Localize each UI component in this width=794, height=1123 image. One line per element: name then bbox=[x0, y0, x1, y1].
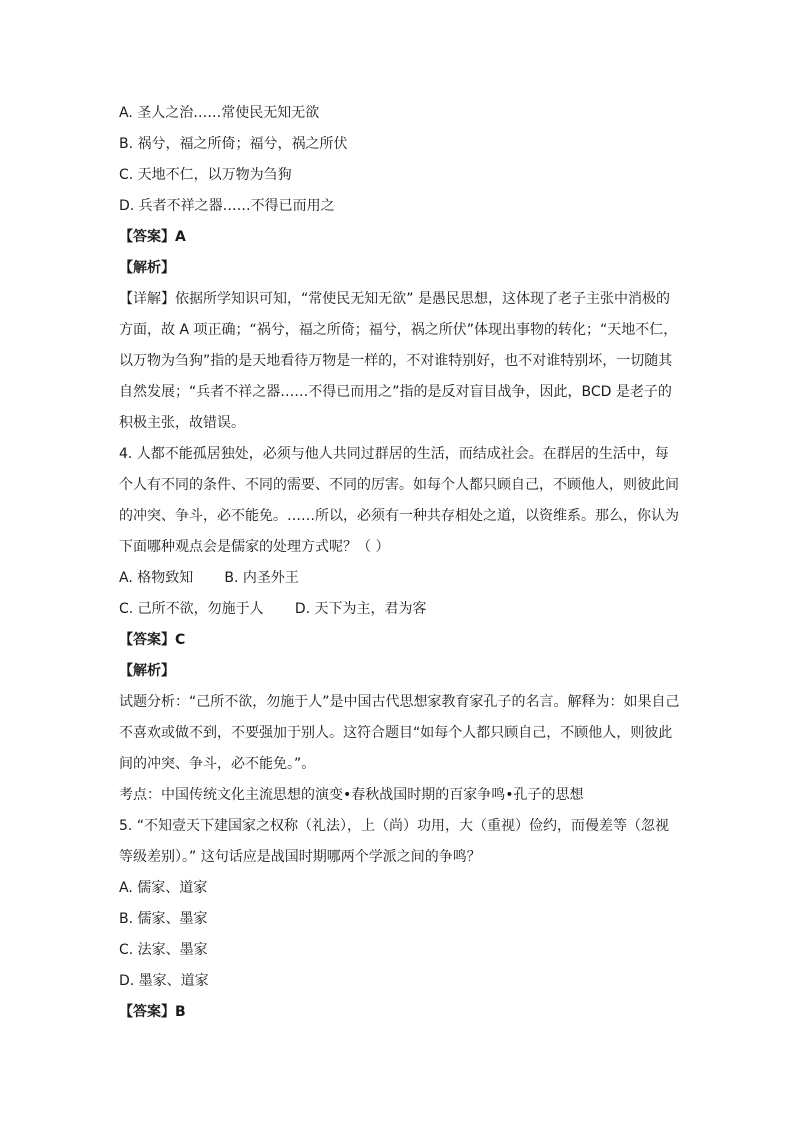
q5-option-a: A. 儒家、道家 bbox=[119, 880, 208, 896]
q3-option-d: D. 兵者不祥之器……不得已而用之 bbox=[119, 198, 335, 214]
q3-analysis-line: 自然发展；“兵者不祥之器……不得已而用之”指的是反对盲目战争，因此，BCD 是老子的 bbox=[119, 384, 672, 400]
q3-analysis-heading: 【解析】 bbox=[119, 260, 175, 276]
q5-option-c: C. 法家、墨家 bbox=[119, 942, 208, 958]
q3-option-a: A. 圣人之治……常使民无知无欲 bbox=[119, 105, 320, 121]
q4-stem-line: 的冲突、争斗，必不能免。……所以，必须有一种共存相处之道，以资维系。那么，你认为 bbox=[119, 508, 679, 524]
q4-stem-line: 个人有不同的条件、不同的需要、不同的厉害。如每个人都只顾自己，不顾他人，则彼此间 bbox=[119, 477, 679, 493]
q4-analysis-line: 不喜欢或做不到，不要强加于别人。这符合题目“如每个人都只顾自己，不顾他人，则彼此 bbox=[119, 725, 673, 741]
q5-option-b: B. 儒家、墨家 bbox=[119, 911, 208, 927]
q4-knowledge-point: 考点：中国传统文化主流思想的演变•春秋战国时期的百家争鸣•孔子的思想 bbox=[119, 787, 584, 803]
q4-answer: 【答案】C bbox=[119, 632, 186, 648]
q3-analysis-line: 【详解】依据所学知识可知，“常使民无知无欲” 是愚民思想，这体现了老子主张中消极的 bbox=[119, 291, 670, 307]
q3-answer: 【答案】A bbox=[119, 229, 186, 245]
q4-analysis-line: 间的冲突、争斗，必不能免。”。 bbox=[119, 756, 316, 772]
q3-analysis-line: 以万物为刍狗”指的是天地看待万物是一样的，不对谁特别好，也不对谁特别坏，一切随其 bbox=[119, 353, 673, 369]
q5-stem-line: 等级差别）。” 这句话应是战国时期哪两个学派之间的争鸣？ bbox=[119, 849, 481, 865]
q5-answer: 【答案】B bbox=[119, 1004, 186, 1020]
q4-stem-line: 4. 人都不能孤居独处，必须与他人共同过群居的生活，而结成社会。在群居的生活中，每 bbox=[119, 446, 669, 462]
q5-stem-line: 5. “不知壹天下建国家之权称（礼法），上（尚）功用，大（重视）俭约，而僈差等（忽视 bbox=[119, 818, 670, 834]
q3-option-b: B. 祸兮，福之所倚；福兮，祸之所伏 bbox=[119, 136, 348, 152]
q4-options-cd: C. 己所不欲，勿施于人 D. 天下为主，君为客 bbox=[119, 601, 427, 617]
q4-stem-line: 下面哪种观点会是儒家的处理方式呢？（ ） bbox=[119, 539, 390, 555]
q3-analysis-line: 积极主张，故错误。 bbox=[119, 415, 245, 431]
q4-analysis-line: 试题分析：“己所不欲，勿施于人”是中国古代思想家教育家孔子的名言。解释为：如果自己 bbox=[119, 694, 680, 710]
q5-option-d: D. 墨家、道家 bbox=[119, 973, 209, 989]
q4-analysis-heading: 【解析】 bbox=[119, 663, 175, 679]
q3-option-c: C. 天地不仁，以万物为刍狗 bbox=[119, 167, 292, 183]
q3-analysis-line: 方面，故 A 项正确；“祸兮，福之所倚；福兮，祸之所伏”体现出事物的转化；“天地不仁， bbox=[119, 322, 678, 338]
q4-options-ab: A. 格物致知 B. 内圣外王 bbox=[119, 570, 299, 586]
